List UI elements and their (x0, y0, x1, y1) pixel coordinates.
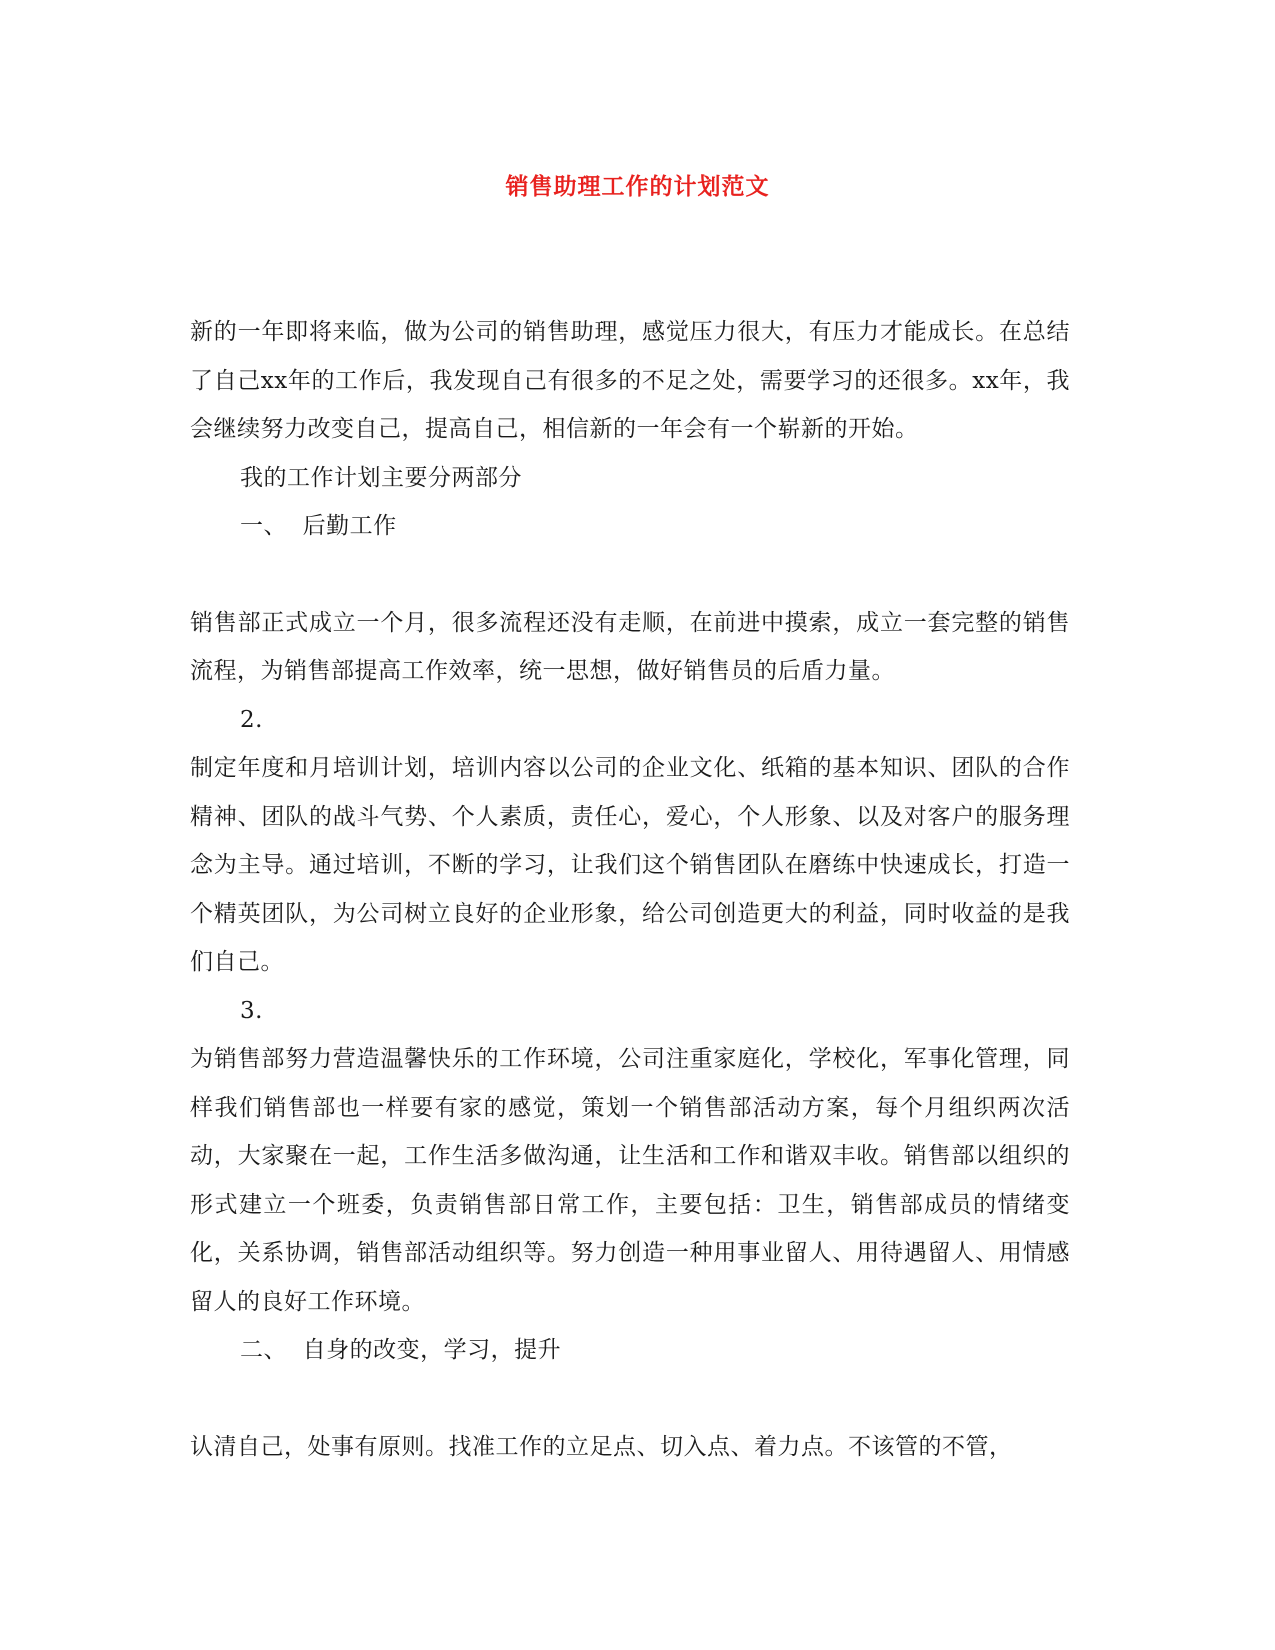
section-1-paragraph-3: 为销售部努力营造温馨快乐的工作环境，公司注重家庭化，学校化，军事化管理，同样我们销售部也一样要有家的感觉，策划一个销售部活动方案，每个月组织两次活动，大家聚在一起，工作生活多做沟通，让生活和工作和谐双丰收。销售部以组织的形式建立一个班委，负责销售部日常工作，主要包括：卫生，销售部成员的情绪变化，关系协调，销售部活动组织等。努力创造一种用事业留人、用待遇留人、用情感留人的良好工作环境。 (190, 1046, 1070, 1315)
plan-intro: 我的工作计划主要分两部分 (240, 464, 522, 491)
section-1-paragraph-2: 制定年度和月培训计划，培训内容以公司的企业文化、纸箱的基本知识、团队的合作精神、团队的战斗气势、个人素质，责任心，爱心，个人形象、以及对客户的服务理念为主导。通过培训，不断的学习，让我们这个销售团队在磨练中快速成长，打造一个精英团队，为公司树立良好的企业形象，给公司创造更大的利益，同时收益的是我们自己。 (190, 755, 1070, 975)
intro-paragraph: 新的一年即将来临，做为公司的销售助理，感觉压力很大，有压力才能成长。在总结了自己xx年的工作后，我发现自己有很多的不足之处，需要学习的还很多。xx年，我会继续努力改变自己，提高自己，相信新的一年会有一个崭新的开始。 (190, 319, 1070, 442)
section-1-item-number-2: 2. (240, 706, 263, 733)
document-body (190, 308, 1070, 1471)
section-2-heading: 二、 自身的改变，学习，提升 (240, 1337, 562, 1363)
section-1-item-number-3: 3. (240, 997, 263, 1024)
blank-line (190, 1375, 1070, 1423)
document-title: 销售助理工作的计划范文 (505, 173, 770, 200)
blank-line (190, 551, 1070, 599)
section-2-paragraph-1: 认清自己，处事有原则。找准工作的立足点、切入点、着力点。不该管的不管， (190, 1433, 1013, 1460)
section-1-paragraph-1: 销售部正式成立一个月，很多流程还没有走顺，在前进中摸索，成立一套完整的销售流程，为销售部提高工作效率，统一思想，做好销售员的后盾力量。 (190, 609, 1070, 684)
section-1-heading: 一、 后勤工作 (240, 513, 397, 539)
